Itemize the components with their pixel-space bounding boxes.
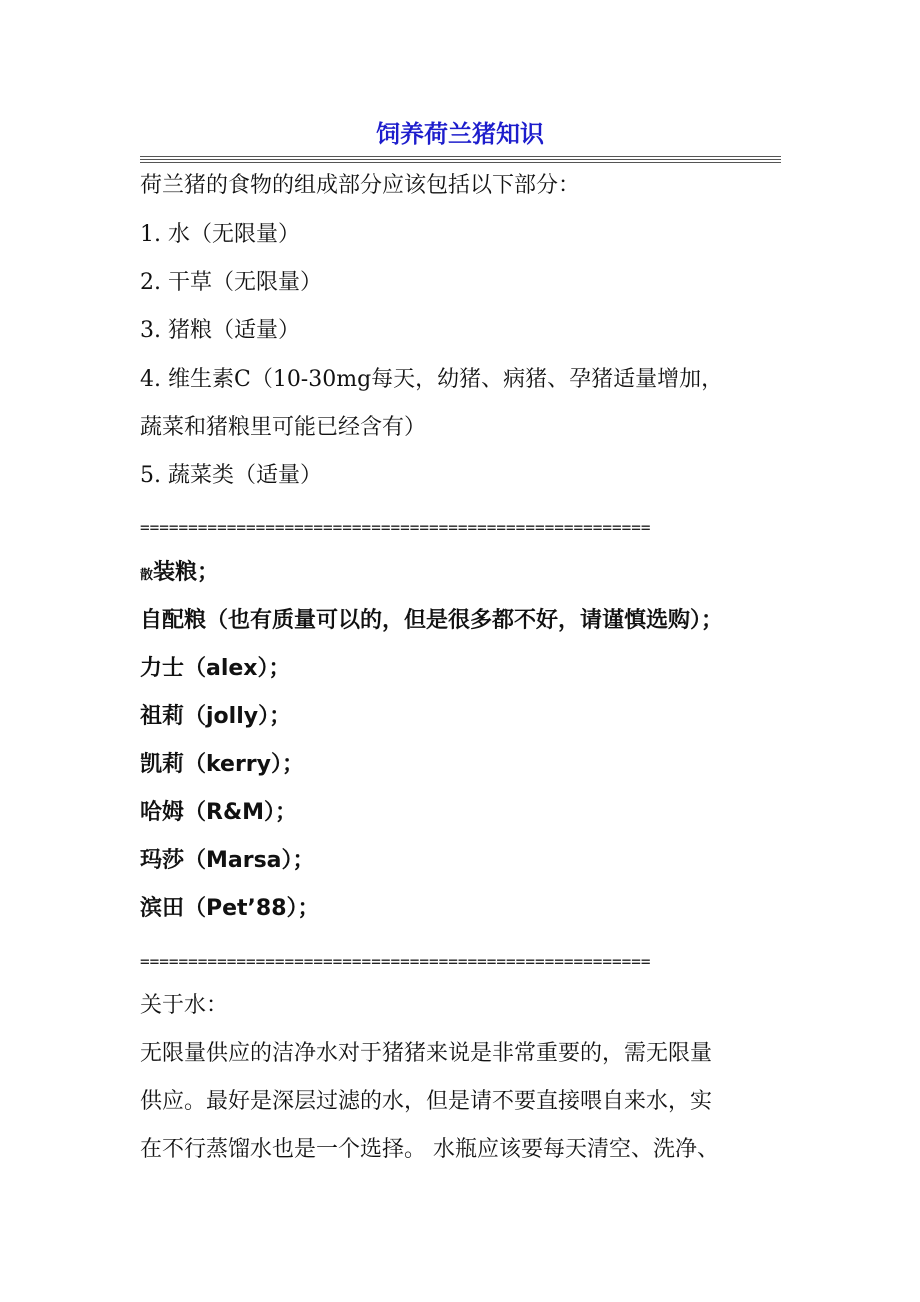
food-heading-text: 装粮； [153,560,220,585]
list-item-5: 5. 蔬菜类（适量） [140,463,322,488]
water-line-3: 在不行蒸馏水也是一个选择。 水瓶应该要每天清空、洗净、 [140,1137,719,1162]
title-rule-middle [140,159,781,160]
separator-line-1: ===================================================== [140,518,651,537]
food-line-4: 凯莉（kerry）； [140,752,305,777]
list-item-4: 4. 维生素C（10-30mg每天，幼猪、病猪、孕猪适量增加， [140,367,724,392]
heading-prefix-glyph: 散 [140,568,154,583]
water-line-1: 无限量供应的洁净水对于猪猪来说是非常重要的，需无限量 [140,1041,713,1066]
food-line-7: 滨田（Pet’88）； [140,896,320,921]
water-line-2: 供应。最好是深层过滤的水，但是请不要直接喂自来水，实 [140,1089,713,1114]
food-line-2: 力士（alex）； [140,656,291,681]
list-item-3: 3. 猪粮（适量） [140,318,300,343]
list-item-2: 2. 干草（无限量） [140,270,322,295]
food-line-5: 哈姆（R&M）； [140,800,298,825]
separator-line-2: ===================================================== [140,952,651,971]
title-rule-bottom [140,162,781,163]
water-section-heading: 关于水： [140,993,229,1018]
title-rule-top [140,156,781,157]
food-line-6: 玛莎（Marsa）； [140,848,315,873]
list-item-4-continued: 蔬菜和猪粮里可能已经含有） [140,415,427,440]
food-line-3: 祖莉（jolly）； [140,704,292,729]
document-title: 饲养荷兰猪知识 [376,120,544,148]
food-section-heading [140,557,219,592]
food-line-1: 自配粮（也有质量可以的，但是很多都不好，请谨慎选购）； [140,608,724,633]
intro-text: 荷兰猪的食物的组成部分应该包括以下部分： [140,173,581,198]
list-item-1: 1. 水（无限量） [140,222,300,247]
